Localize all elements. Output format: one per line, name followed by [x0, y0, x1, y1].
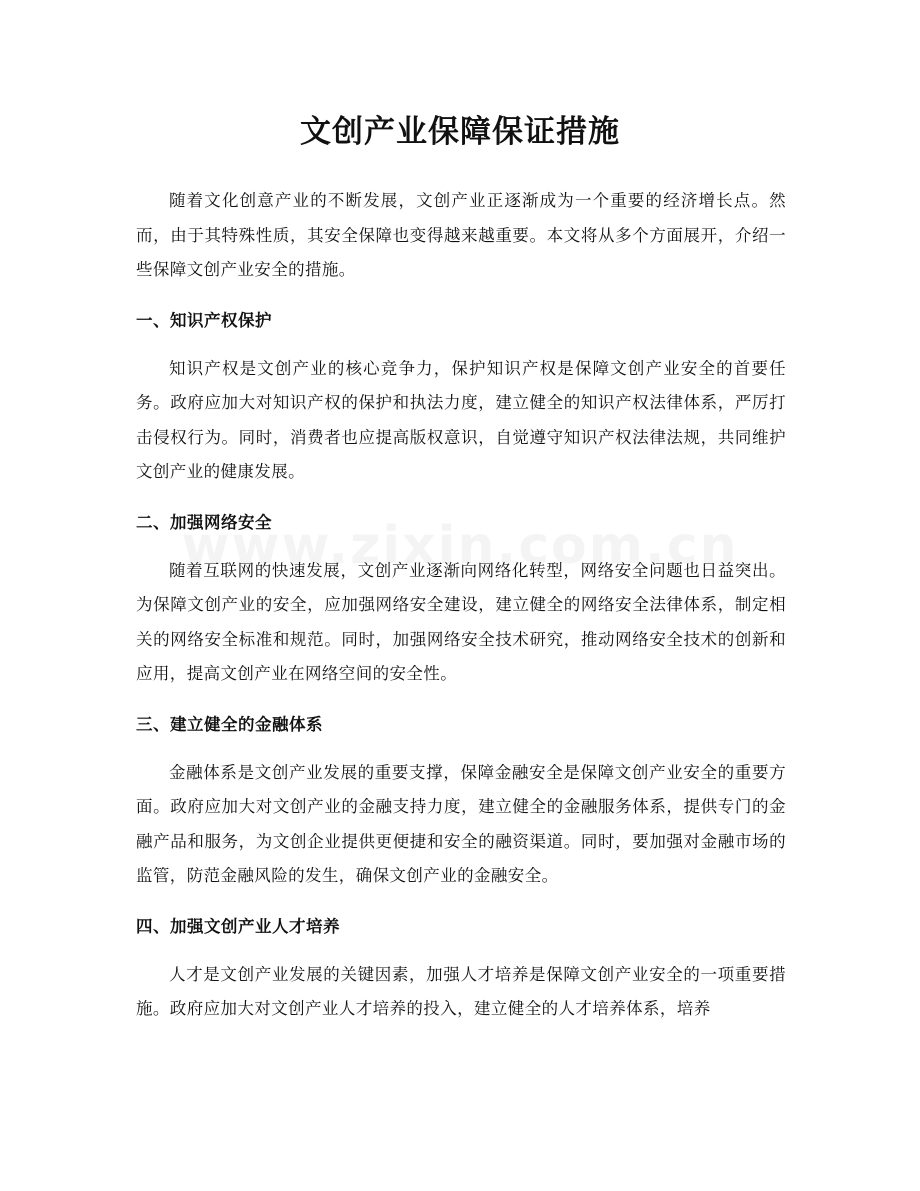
- section-body-3: 金融体系是文创产业发展的重要支撑，保障金融安全是保障文创产业安全的重要方面。政府应加大对文创产业的金融支持力度，建立健全的金融服务体系，提供专门的金融产品和服务，为文创企业提供更便捷和安全的融资渠道。同时，要加强对金融市场的监管，防范金融风险的发生，确保文创产业的金融安全。: [136, 762, 786, 885]
- document-title: 文创产业保障保证措施: [300, 114, 620, 150]
- section-body-2: 随着互联网的快速发展，文创产业逐渐向网络化转型，网络安全问题也日益突出。为保障文创产业的安全，应加强网络安全建设，建立健全的网络安全法律体系，制定相关的网络安全标准和规范。同时，加强网络安全技术研究，推动网络安全技术的创新和应用，提高文创产业在网络空间的安全性。: [136, 560, 786, 683]
- section-heading-3: 三、建立健全的金融体系: [136, 714, 323, 734]
- section-body-1: 知识产权是文创产业的核心竞争力，保护知识产权是保障文创产业安全的首要任务。政府应加大对知识产权的保护和执法力度，建立健全的知识产权法律体系，严厉打击侵权行为。同时，消费者也应提高版权意识，自觉遵守知识产权法律法规，共同维护文创产业的健康发展。: [136, 358, 786, 481]
- document-body: [136, 184, 786, 1027]
- section-heading-2: 二、加强网络安全: [136, 512, 272, 532]
- intro-paragraph: 随着文化创意产业的不断发展，文创产业正逐渐成为一个重要的经济增长点。然而，由于其特殊性质，其安全保障也变得越来越重要。本文将从多个方面展开，介绍一些保障文创产业安全的措施。: [136, 191, 786, 279]
- section-heading-1: 一、知识产权保护: [136, 310, 272, 330]
- section-heading-4: 四、加强文创产业人才培养: [136, 916, 340, 936]
- section-body-4: 人才是文创产业发展的关键因素，加强人才培养是保障文创产业安全的一项重要措施。政府应加大对文创产业人才培养的投入，建立健全的人才培养体系，培养: [136, 964, 786, 1018]
